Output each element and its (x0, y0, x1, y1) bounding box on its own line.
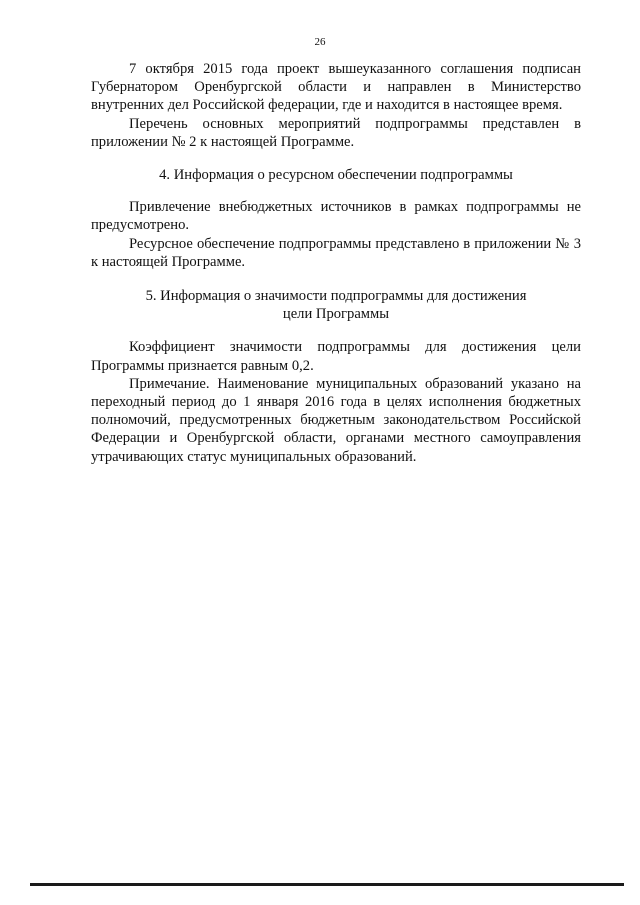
page-number: 26 (314, 36, 326, 48)
paragraph-significance-coefficient: Коэффициент значимости подпрограммы для достижения цели Программы признается равным 0,2. (91, 339, 581, 374)
paragraph-extrabudgetary: Привлечение внебюджетных источников в рамках подпрограммы не предусмотрено. (91, 199, 581, 234)
bottom-divider (30, 883, 624, 886)
section-5-heading (91, 287, 581, 323)
document-body (91, 60, 581, 466)
section-4-heading: 4. Информация о ресурсном обеспечении подпрограммы (159, 167, 513, 184)
paragraph-resource-provision: Ресурсное обеспечение подпрограммы представлено в приложении № 3 к настоящей Программе. (91, 235, 581, 270)
paragraph-activities-list: Перечень основных мероприятий подпрограммы представлен в приложении № 2 к настоящей Программе. (91, 115, 581, 150)
paragraph-note: Примечание. Наименование муниципальных образований указано на переходный период до 1 января 2016 года в целях исполнения бюджетных полномочий, предусмотренных бюджетным законодательством Российской Федерации и Оренбургской области, органами местного самоуправления утрачивающих статус муниципальных образований. (91, 375, 581, 465)
section-5-heading-line-2: цели Программы (282, 306, 390, 323)
paragraph-agreement: 7 октября 2015 года проект вышеуказанного соглашения подписан Губернатором Оренбургской области и направлен в Министерство внутренних дел Российской федерации, где и находится в настоящее время. (91, 61, 581, 114)
section-5-heading-line-1: 5. Информация о значимости подпрограммы для достижения (145, 288, 527, 305)
